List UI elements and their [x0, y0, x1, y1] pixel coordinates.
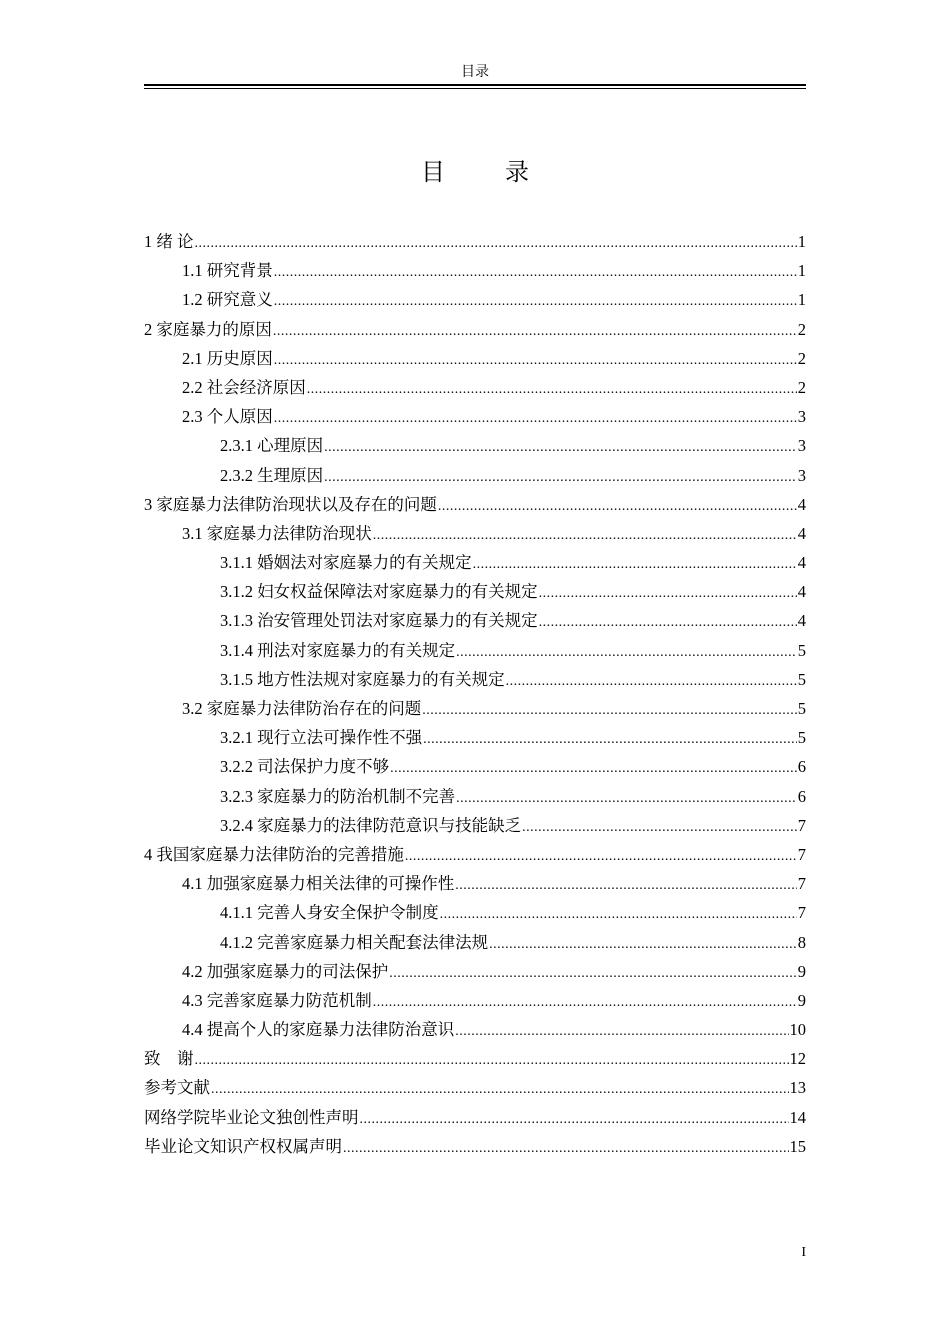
toc-dot-leader — [456, 784, 797, 813]
toc-entry-page: 8 — [797, 932, 806, 952]
toc-title: 目 录 — [421, 158, 547, 186]
toc-entry[interactable] — [144, 869, 806, 898]
toc-entry[interactable] — [144, 315, 806, 344]
toc-entry-page: 5 — [797, 728, 806, 748]
toc-entry-page: 7 — [797, 815, 806, 835]
toc-dot-leader — [422, 696, 797, 725]
toc-entry-page: 10 — [789, 1020, 806, 1040]
toc-entry[interactable] — [144, 227, 806, 256]
toc-entry[interactable] — [144, 752, 806, 781]
toc-entry-page: 9 — [797, 961, 806, 981]
toc-entry[interactable] — [144, 256, 806, 285]
toc-entry[interactable] — [144, 986, 806, 1015]
toc-entry-page: 6 — [797, 786, 806, 806]
toc-entry[interactable] — [144, 1044, 806, 1073]
toc-dot-leader — [273, 317, 797, 346]
toc-entry-title: 3.2.1 现行立法可操作性不强 — [220, 728, 423, 748]
toc-entry-page: 15 — [789, 1136, 806, 1156]
table-of-contents — [144, 227, 806, 1161]
toc-entry[interactable] — [144, 782, 806, 811]
toc-entry-title: 2.3 个人原因 — [182, 407, 273, 427]
toc-entry[interactable] — [144, 490, 806, 519]
toc-entry-title: 2.3.1 心理原因 — [220, 436, 324, 456]
toc-dot-leader — [211, 1075, 789, 1104]
toc-dot-leader — [506, 667, 797, 696]
toc-entry[interactable] — [144, 811, 806, 840]
toc-dot-leader — [456, 638, 797, 667]
toc-entry[interactable] — [144, 1103, 806, 1132]
toc-entry-title: 2.2 社会经济原因 — [182, 377, 306, 397]
toc-entry-title: 3.1.3 治安管理处罚法对家庭暴力的有关规定 — [220, 611, 538, 631]
toc-dot-leader — [473, 550, 797, 579]
toc-dot-leader — [440, 900, 797, 929]
toc-entry-title: 3.2 家庭暴力法律防治存在的问题 — [182, 699, 422, 718]
toc-entry-page: 2 — [797, 319, 806, 339]
toc-entry-page: 14 — [789, 1107, 806, 1127]
toc-dot-leader — [274, 258, 797, 287]
toc-dot-leader — [489, 930, 797, 959]
toc-entry[interactable] — [144, 636, 806, 665]
header-rule-thin — [144, 88, 806, 89]
toc-entry-title: 4.1.1 完善人身安全保护令制度 — [220, 903, 439, 923]
toc-entry-page: 4 — [797, 523, 806, 543]
toc-entry-title: 2.1 历史原因 — [182, 348, 273, 368]
toc-entry-page: 6 — [797, 757, 806, 777]
toc-dot-leader — [389, 959, 797, 988]
toc-entry-page: 5 — [797, 669, 806, 689]
toc-dot-leader — [405, 842, 797, 871]
toc-entry[interactable] — [144, 373, 806, 402]
toc-entry[interactable] — [144, 548, 806, 577]
toc-dot-leader — [195, 1046, 789, 1075]
toc-entry-page: 4 — [797, 553, 806, 573]
toc-entry-page: 3 — [797, 436, 806, 456]
toc-dot-leader — [455, 871, 797, 900]
toc-entry-title: 3.2.2 司法保护力度不够 — [220, 757, 390, 777]
toc-dot-leader — [324, 463, 797, 492]
toc-entry-title: 3.1.2 妇女权益保障法对家庭暴力的有关规定 — [220, 582, 538, 602]
toc-entry-page: 5 — [797, 699, 806, 718]
toc-entry[interactable] — [144, 957, 806, 986]
toc-entry-title: 1.2 研究意义 — [182, 290, 273, 310]
toc-dot-leader — [195, 229, 797, 258]
toc-entry-title: 4.4 提高个人的家庭暴力法律防治意识 — [182, 1020, 455, 1040]
toc-entry-page: 4 — [797, 494, 806, 514]
toc-dot-leader — [455, 1017, 788, 1046]
toc-entry[interactable] — [144, 723, 806, 752]
toc-entry-page: 1 — [797, 290, 806, 310]
toc-entry-page: 12 — [789, 1049, 806, 1069]
toc-entry[interactable] — [144, 606, 806, 635]
toc-entry-title: 参考文献 — [144, 1078, 210, 1098]
toc-entry-page: 9 — [797, 990, 806, 1010]
toc-entry[interactable] — [144, 519, 806, 548]
toc-entry-title: 致 谢 — [144, 1049, 194, 1069]
toc-entry-page: 2 — [797, 348, 806, 368]
toc-dot-leader — [438, 492, 797, 521]
toc-entry-page: 7 — [797, 844, 806, 864]
toc-entry-page: 1 — [797, 232, 806, 251]
toc-dot-leader — [539, 579, 797, 608]
toc-entry-page: 7 — [797, 903, 806, 923]
toc-entry-page: 7 — [797, 874, 806, 894]
toc-entry[interactable] — [144, 694, 806, 723]
toc-entry-title: 4.2 加强家庭暴力的司法保护 — [182, 961, 389, 981]
toc-dot-leader — [307, 375, 797, 404]
toc-entry-title: 2.3.2 生理原因 — [220, 465, 324, 485]
toc-entry[interactable] — [144, 840, 806, 869]
toc-entry-title: 4.1 加强家庭暴力相关法律的可操作性 — [182, 874, 455, 894]
toc-entry[interactable] — [144, 431, 806, 460]
toc-entry-page: 3 — [797, 407, 806, 427]
toc-dot-leader — [522, 813, 797, 842]
toc-entry-title: 2 家庭暴力的原因 — [144, 319, 272, 339]
toc-entry[interactable] — [144, 665, 806, 694]
toc-dot-leader — [343, 1134, 789, 1163]
toc-entry-title: 3.2.4 家庭暴力的法律防范意识与技能缺乏 — [220, 815, 522, 835]
toc-dot-leader — [539, 608, 797, 637]
toc-entry[interactable] — [144, 1073, 806, 1102]
toc-entry[interactable] — [144, 344, 806, 373]
toc-entry-title: 3 家庭暴力法律防治现状以及存在的问题 — [144, 494, 437, 514]
toc-entry-title: 4 我国家庭暴力法律防治的完善措施 — [144, 844, 404, 864]
header-rule-thick — [144, 84, 806, 86]
toc-entry-title: 3.1.5 地方性法规对家庭暴力的有关规定 — [220, 669, 505, 689]
toc-dot-leader — [324, 433, 797, 462]
toc-entry-page: 13 — [789, 1078, 806, 1098]
toc-entry-title: 4.1.2 完善家庭暴力相关配套法律法规 — [220, 932, 489, 952]
toc-entry[interactable] — [144, 285, 806, 314]
toc-dot-leader — [274, 287, 797, 316]
toc-entry-page: 4 — [797, 611, 806, 631]
toc-entry[interactable] — [144, 1132, 806, 1161]
toc-entry-page: 3 — [797, 465, 806, 485]
toc-entry-title: 3.1.1 婚姻法对家庭暴力的有关规定 — [220, 553, 472, 573]
toc-entry-title: 4.3 完善家庭暴力防范机制 — [182, 990, 372, 1010]
toc-dot-leader — [274, 404, 797, 433]
toc-entry-page: 1 — [797, 261, 806, 281]
toc-entry-title: 1 绪 论 — [144, 232, 194, 251]
toc-entry-title: 1.1 研究背景 — [182, 261, 273, 281]
toc-entry-title: 3.1 家庭暴力法律防治现状 — [182, 523, 372, 543]
toc-dot-leader — [373, 521, 797, 550]
toc-dot-leader — [423, 725, 797, 754]
toc-entry[interactable] — [144, 928, 806, 957]
toc-entry[interactable] — [144, 461, 806, 490]
toc-entry-page: 2 — [797, 377, 806, 397]
toc-entry[interactable] — [144, 402, 806, 431]
running-header: 目录 — [461, 65, 489, 80]
toc-dot-leader — [373, 988, 797, 1017]
toc-entry-title: 3.1.4 刑法对家庭暴力的有关规定 — [220, 640, 456, 660]
toc-entry-title: 毕业论文知识产权权属声明 — [144, 1136, 342, 1156]
toc-dot-leader — [390, 754, 797, 783]
page-number: I — [801, 1245, 806, 1260]
toc-dot-leader — [274, 346, 797, 375]
toc-entry-page: 5 — [797, 640, 806, 660]
toc-entry[interactable] — [144, 898, 806, 927]
toc-entry[interactable] — [144, 577, 806, 606]
toc-dot-leader — [360, 1105, 789, 1134]
toc-entry[interactable] — [144, 1015, 806, 1044]
toc-entry-title: 3.2.3 家庭暴力的防治机制不完善 — [220, 786, 456, 806]
toc-entry-title: 网络学院毕业论文独创性声明 — [144, 1107, 359, 1127]
toc-entry-page: 4 — [797, 582, 806, 602]
